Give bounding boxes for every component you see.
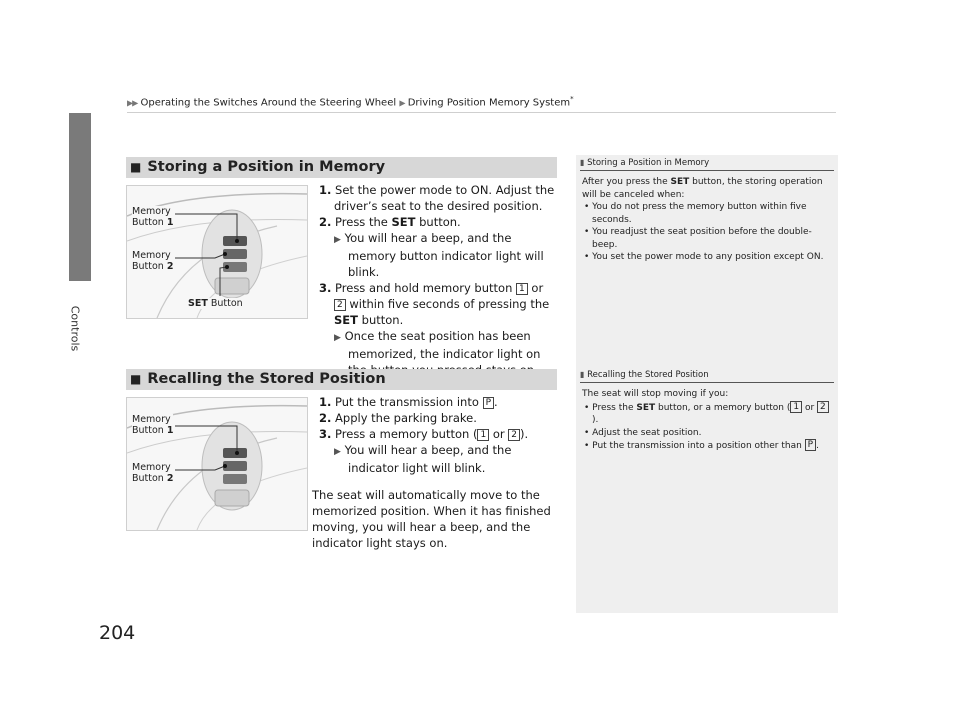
step-3: 3. Press a memory button ( 1 or 2 ). [319, 427, 529, 441]
note-recalling [580, 370, 834, 453]
note-rule [580, 170, 834, 171]
key-1-icon: 1 [477, 429, 489, 441]
note-heading-recalling: ▮ Recalling the Stored Position [580, 370, 709, 380]
note-bullet: • Press the SET button, or a memory button ( 1 or 2). [582, 401, 834, 427]
step-2: 2. Apply the parking brake. [319, 411, 477, 425]
breadcrumb-part2[interactable]: Driving Position Memory System [407, 97, 571, 109]
memory-button-1-label: Memory Button 1 [132, 206, 174, 228]
side-tab-label [62, 300, 102, 360]
key-2-icon: 2 [508, 429, 520, 441]
breadcrumb-part1[interactable]: Operating the Switches Around the Steering Wheel [140, 97, 397, 109]
step-2-result: ▶ You will hear a beep, and the memory button indicator light will blink. [334, 231, 544, 279]
side-tab [69, 113, 91, 281]
memory-button-2-label: Memory Button 2 [132, 250, 174, 272]
set-button-label: SET Button [188, 298, 243, 309]
note-heading-storing: ▮ Storing a Position in Memory [580, 158, 710, 168]
note-recalling-body: The seat will stop moving if you: • Press the SET button, or a memory button ( 1 or 2). • Adjust the seat position. • Put the transmission into a position other than P . [580, 388, 834, 453]
side-tab-text: Controls [68, 305, 82, 352]
note-icon: ▮ [580, 370, 585, 379]
key-2-icon: 2 [817, 401, 829, 413]
arrow-icon: ▶ [399, 98, 405, 108]
note-bullet: • You set the power mode to any position except ON. [584, 252, 824, 262]
key-p-icon: P [805, 439, 816, 451]
square-bullet-icon: ■ [130, 160, 142, 174]
step-3-result: ▶ Once the seat position has been memorized, the indicator light on [334, 329, 541, 361]
note-icon: ▮ [580, 158, 585, 167]
section-heading-storing [126, 157, 557, 178]
double-arrow-icon: ▶ [334, 447, 341, 457]
step-3-result: ▶ You will hear a beep, and the indicator light will blink. [334, 443, 512, 475]
breadcrumb [127, 95, 574, 108]
section-heading-text: Storing a Position in Memory [147, 159, 386, 175]
recalling-steps [312, 394, 556, 476]
memory-button-1-label: Memory Button 1 [132, 414, 174, 436]
double-arrow-icon: ▶▶ [127, 98, 138, 108]
note-bullet: • You do not press the memory button within five seconds. [584, 202, 807, 225]
note-storing-body: After you press the SET button, the storing operation will be canceled when: • You do not press the memory button within five seconds. • You readjust the seat position before the double-beep. • You set the power mode to any position except ON. [580, 176, 834, 264]
memory-button-2-label: Memory Button 2 [132, 462, 174, 484]
note-bullet: • Put the transmission into a position other than P . [584, 440, 819, 451]
section-heading-recalling [126, 369, 557, 390]
key-2-icon: 2 [334, 299, 346, 311]
double-arrow-icon: ▶ [334, 333, 341, 343]
square-bullet-icon: ■ [130, 372, 142, 386]
header-rule [127, 112, 836, 113]
step-1: 1. Put the transmission into P . [319, 395, 498, 409]
key-1-icon: 1 [790, 401, 802, 413]
recall-paragraph: The seat will automatically move to the memorized position. When it has finished moving, you will hear a beep, and the indicator light stays on. [312, 488, 551, 550]
note-rule [580, 382, 834, 383]
step-3: 3. Press and hold memory button 1 or 2 within five seconds of pressing the SET button. [319, 281, 550, 327]
note-bullet: • You readjust the seat position before the double-beep. [584, 227, 812, 250]
section-heading-text: Recalling the Stored Position [147, 371, 386, 387]
key-p-icon: P [483, 397, 494, 409]
page-number: 204 [99, 622, 136, 644]
asterisk: * [570, 95, 574, 103]
note-storing [580, 158, 834, 264]
step-2: 2. Press the SET button. [319, 215, 461, 229]
double-arrow-icon: ▶ [334, 235, 341, 245]
key-1-icon: 1 [516, 283, 528, 295]
note-bullet: • Adjust the seat position. [584, 427, 702, 438]
step-1: 1. Set the power mode to ON. Adjust the driver’s seat to the desired position. [319, 183, 555, 213]
storing-steps [312, 182, 556, 378]
